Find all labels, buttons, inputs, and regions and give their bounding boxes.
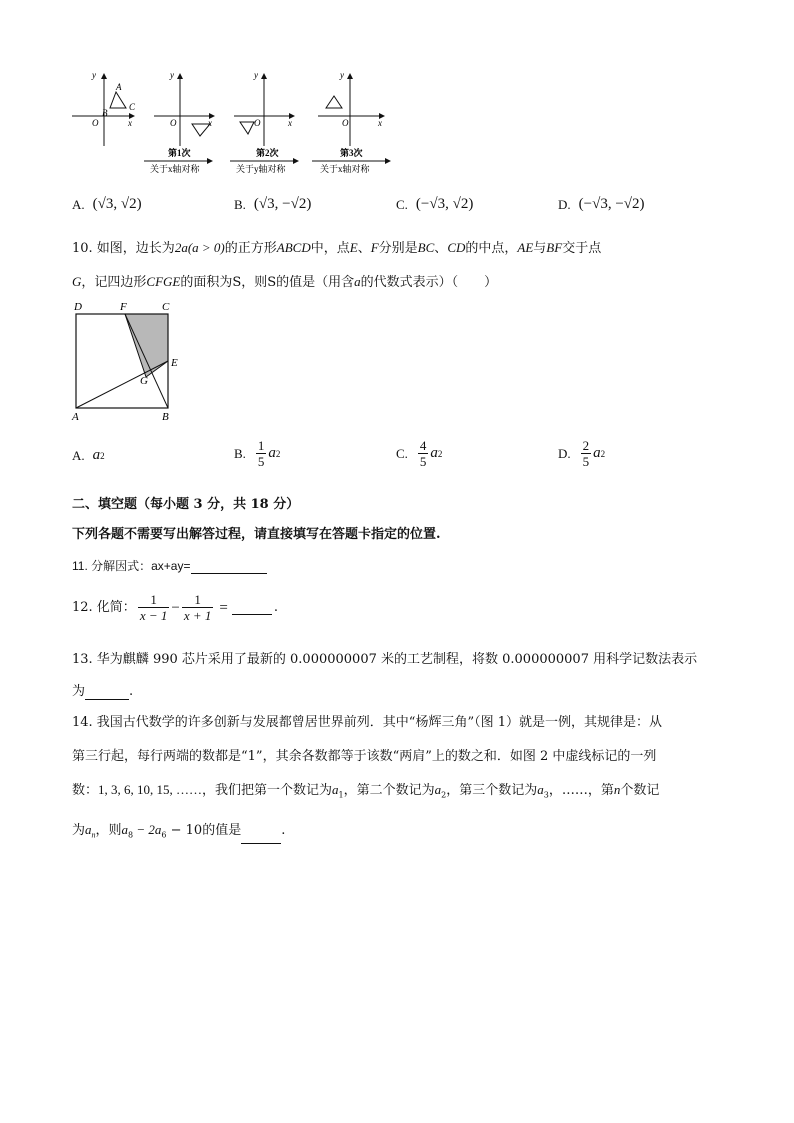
q12-num-2: 1 <box>194 592 201 607</box>
q10-line-1 <box>72 240 601 257</box>
q10-text: 交于点 <box>562 241 602 256</box>
q12-den-1: x − 1 <box>139 608 168 623</box>
q9-label-y: y <box>92 70 96 80</box>
option-label: C. <box>396 196 408 212</box>
q10-fig-c: C <box>162 301 170 313</box>
q14-n: n <box>613 782 621 797</box>
q10-text: 中，点 <box>310 241 350 256</box>
option-exp: 2 <box>100 450 105 461</box>
q10-side: 2a <box>174 240 188 255</box>
q12-eq: = <box>219 599 228 616</box>
option-label: D. <box>558 445 571 461</box>
option-value: (√3, √2) <box>92 196 142 212</box>
q10-fig-a: A <box>72 411 79 423</box>
q11-answer-blank[interactable] <box>191 561 267 574</box>
q14-expr-end: − 10 <box>166 823 203 838</box>
q10-fig-d: D <box>74 301 82 313</box>
coord-x: −√3 <box>420 196 446 212</box>
option-var: a <box>268 445 276 461</box>
q14-a1-sub: 1 <box>338 790 344 800</box>
q9-step3-desc: 关于x轴对称 <box>320 164 370 174</box>
q11-text: 11. 分解因式：ax+ay= <box>72 559 191 573</box>
q12-minus: − <box>171 599 180 616</box>
q14-text: ，……，第 <box>548 783 614 798</box>
q14-expr-a: a <box>121 822 129 837</box>
q13-line-1: 13. 华为麒麟 990 芯片采用了最新的 0.000000007 米的工艺制程，将数 0.000000007 用科学记数法表示 <box>72 652 698 667</box>
q10-text: 、 <box>434 241 448 256</box>
q10-option-b[interactable] <box>234 438 280 469</box>
option-value: (√3, −√2) <box>253 196 312 212</box>
q10-text: ，记四边形 <box>81 275 147 290</box>
q9-step2-label: 第2次 <box>256 148 279 158</box>
q10-text: 的代数式表示）（ ） <box>360 275 498 290</box>
q13-end: . <box>129 684 134 699</box>
q14-expr-sub8: 8 <box>128 830 134 840</box>
coord-x: −√3 <box>583 196 608 212</box>
q14-line-4 <box>72 822 285 844</box>
q14-a2: a <box>434 782 442 797</box>
coord-y: −√2 <box>615 196 640 212</box>
q14-expr-mid: − 2a <box>133 822 162 837</box>
q9-step-arrows <box>144 147 390 174</box>
coord-y: √2 <box>452 196 469 212</box>
q9-option-b[interactable] <box>234 196 311 213</box>
q10-text: 、 <box>357 241 371 256</box>
q14-answer-blank[interactable] <box>241 831 281 844</box>
q14-line-2: 第三行起，每行两端的数都是“1”，其余各数都等于该数“两肩”上的数之和．如图 2 中虚线标记的一列 <box>72 749 657 764</box>
q10-fig-b: B <box>162 411 169 423</box>
option-exp: 2 <box>600 448 606 459</box>
q10-fig-e: E <box>171 357 178 369</box>
q9-label-origin-3: O <box>254 118 261 128</box>
q9-label-x-3: x <box>288 118 292 128</box>
q10-square-figure <box>66 298 190 424</box>
option-var: a <box>92 447 101 463</box>
shaded-quad-cfge <box>125 314 168 377</box>
q9-option-c[interactable] <box>396 196 473 213</box>
section-2-title: 二、填空题（每小题 3 分，共 18 分） <box>72 497 300 512</box>
q10-var-a: a <box>354 274 361 289</box>
q14-a3: a <box>537 782 544 797</box>
coord-x: √3 <box>258 196 275 212</box>
option-label: B. <box>234 445 246 461</box>
q10-text: 10. 如图，边长为 <box>72 241 175 256</box>
option-var: a <box>593 445 601 461</box>
option-value: (−√3, √2) <box>415 196 474 212</box>
q12-answer-blank[interactable] <box>232 600 272 615</box>
q9-option-d[interactable] <box>558 196 645 213</box>
coef-num: 2 <box>582 438 590 453</box>
q10-text: 与 <box>533 241 547 256</box>
q10-seg-bc: BC <box>417 240 435 255</box>
q9-label-b: B <box>102 108 108 118</box>
triangle-abc <box>110 92 126 108</box>
q12-end: . <box>273 599 278 615</box>
q10-fig-f: F <box>120 301 127 313</box>
q9-option-a[interactable] <box>72 196 142 213</box>
q14-a2-sub: 2 <box>441 790 447 800</box>
q14-text: ，第二个数记为 <box>343 783 435 798</box>
q14-text: 的值是 <box>202 823 242 838</box>
q12 <box>72 592 278 623</box>
coord-y: −√2 <box>282 196 307 212</box>
q14-text: ，则 <box>95 823 122 838</box>
q14-line-3 <box>72 782 659 804</box>
q14-end: . <box>281 823 286 838</box>
q9-label-y-3: y <box>254 70 258 80</box>
q14-text: ，第三个数记为 <box>446 783 538 798</box>
coef-den: 5 <box>582 454 590 469</box>
coef-den: 5 <box>419 454 427 469</box>
q12-den-2: x + 1 <box>183 608 212 623</box>
q14-sequence: 1, 3, 6, 10, 15, …… <box>98 782 203 797</box>
q10-fig-g: G <box>140 375 148 387</box>
q9-step1-desc: 关于x轴对称 <box>150 164 200 174</box>
q14-a1: a <box>332 782 339 797</box>
q14-text: 个数记 <box>620 783 660 798</box>
q10-square-name: ABCD <box>276 240 311 255</box>
q9-label-y-2: y <box>170 70 174 80</box>
q9-label-x-2: x <box>208 118 212 128</box>
section-2-instruction: 下列各题不需要写出解答过程，请直接填写在答题卡指定的位置. <box>72 527 441 542</box>
q13-text: 为 <box>72 684 86 699</box>
q10-option-a[interactable] <box>72 447 105 464</box>
q9-step3-label: 第3次 <box>340 148 363 158</box>
q10-point-e: E <box>349 240 358 255</box>
q10-text: 的面积为S，则S的值是（用含 <box>180 275 355 290</box>
q10-text: 分别是 <box>378 241 418 256</box>
option-exp: 2 <box>437 448 443 459</box>
q10-quad: CFGE <box>146 274 181 289</box>
q9-label-x-4: x <box>378 118 382 128</box>
q10-text: 的正方形 <box>224 241 277 256</box>
q14-expr-sub6: 6 <box>161 830 167 840</box>
q10-seg-cd: CD <box>447 240 466 255</box>
q10-text: 的中点， <box>465 241 518 256</box>
coef-num: 1 <box>257 438 265 453</box>
q10-option-c[interactable] <box>396 438 442 469</box>
option-label: C. <box>396 445 408 461</box>
q10-point-g: G <box>72 274 82 289</box>
q14-text: 为 <box>72 823 86 838</box>
coord-y: √2 <box>120 196 137 212</box>
q9-label-a: A <box>116 82 122 92</box>
option-coef <box>418 438 429 469</box>
q9-label-origin-2: O <box>170 118 177 128</box>
option-label: A. <box>72 447 85 463</box>
q9-panel-1 <box>72 70 136 146</box>
q10-seg-bf: BF <box>546 240 563 255</box>
option-value: (−√3, −√2) <box>578 196 645 212</box>
q9-step1-label: 第1次 <box>168 148 191 158</box>
q14-line-1: 14. 我国古代数学的许多创新与发展都曾居世界前列．其中“杨辉三角”（图 1）就是一例，其规律是：从 <box>72 715 663 730</box>
q9-label-y-4: y <box>340 70 344 80</box>
q13-answer-blank[interactable] <box>85 687 129 700</box>
coord-x: √3 <box>97 196 114 212</box>
option-label: A. <box>72 196 85 212</box>
triangle-step2 <box>240 122 254 134</box>
option-coef <box>581 438 592 469</box>
q9-label-c: C <box>129 102 136 112</box>
q9-panel-3 <box>234 70 294 146</box>
q10-point-f: F <box>370 240 379 255</box>
q10-seg-ae: AE <box>517 240 534 255</box>
option-var: a <box>430 445 438 461</box>
q12-prefix: 12. 化简： <box>72 599 136 615</box>
coef-num: 4 <box>419 438 427 453</box>
option-coef <box>256 438 267 469</box>
q9-label-origin: O <box>92 118 99 128</box>
option-label: B. <box>234 196 246 212</box>
q14-text: 数： <box>72 783 99 798</box>
q9-step2-desc: 关于y轴对称 <box>236 164 286 174</box>
line-ae <box>76 361 168 408</box>
q12-frac-2 <box>182 592 214 623</box>
q10-option-d[interactable] <box>558 438 605 469</box>
q11 <box>72 558 267 574</box>
q12-num-1: 1 <box>150 592 157 607</box>
option-label: D. <box>558 196 571 212</box>
q13-line-2 <box>72 684 133 700</box>
q9-label-x: x <box>128 118 132 128</box>
option-exp: 2 <box>275 448 281 459</box>
q10-line-2 <box>72 274 497 291</box>
q14-an: a <box>85 822 92 837</box>
q10-cond: (a > 0) <box>187 240 225 255</box>
q9-reflection-figure <box>68 66 398 178</box>
q9-panel-2 <box>154 70 214 146</box>
q14-an-sub: n <box>91 830 96 840</box>
q14-a3-sub: 3 <box>543 790 549 800</box>
q9-label-origin-4: O <box>342 118 349 128</box>
q12-frac-1 <box>138 592 170 623</box>
q14-text: ，我们把第一个数记为 <box>202 783 333 798</box>
q9-panel-4 <box>318 70 384 146</box>
coef-den: 5 <box>257 454 265 469</box>
triangle-step3 <box>326 96 342 108</box>
